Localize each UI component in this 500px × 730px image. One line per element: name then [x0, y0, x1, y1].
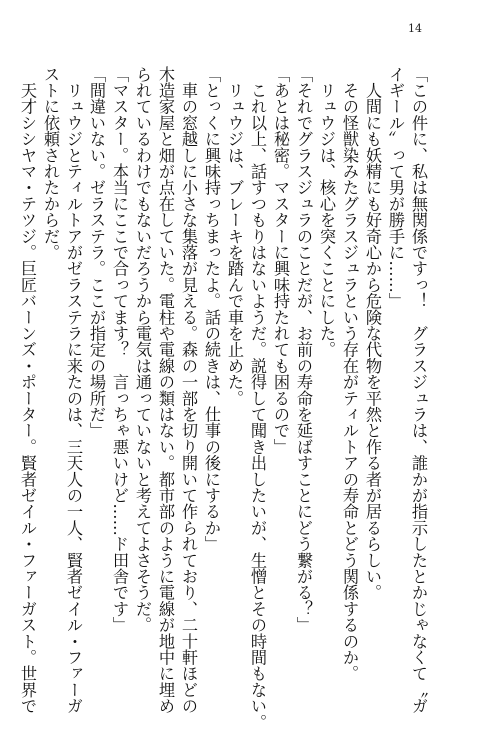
text-line: その怪獣染みたグラスジュラという存在がティルトアの寿命とどう関係するのか。: [340, 66, 359, 682]
vertical-text-body: [16, 66, 430, 730]
text-line: 「とっくに興味持っちまったよ。話の続きは、仕事の後にするか」: [202, 66, 221, 552]
text-line: イギール〟って男が勝手に……」: [386, 66, 405, 309]
text-line: られているわけでもないだろうから電気は通っていないと考えてよさそうだ。: [133, 66, 152, 633]
text-line: リュウジは、ブレーキを踏んで車を止めた。: [225, 66, 244, 407]
text-line: 「それでグラスジュラのことだが、お前の寿命を延ばすことにどう繋がる？」: [294, 66, 313, 633]
text-line: 車の窓越しに小さな集落が見える。森の一部を切り開いて作られており、二十軒ほどの: [179, 66, 198, 714]
text-line: 木造家屋と畑が点在していた。電柱や電線の類はない。都市部のように電線が地中に埋め: [156, 66, 175, 714]
text-line: リュウジは、核心を突くことにした。: [317, 66, 336, 358]
text-line: 「マスター。本当にここで合ってます？ 言っちゃ悪いけど……ド田舎です」: [110, 66, 129, 633]
text-line: 人間にも妖精にも好奇心から危険な代物を平然と作る者が居るらしい。: [363, 66, 382, 601]
text-line: ストに依頼されたからだ。: [41, 66, 60, 261]
text-line: 天才シシヤマ・テツジ。巨匠バーンズ・ポーター。賢者ゼイル・ファーガスト。世界で: [18, 66, 37, 714]
text-line: 「あとは秘密。マスターに興味持たれても困るので」: [271, 66, 290, 455]
text-line: 「この件に、私は無関係ですっ！ グラスジュラは、誰かが指示したとかじゃなくて〝ガ: [409, 66, 428, 714]
text-line: リュウジとティルトアがゼラステラに来たのは、三天人の一人、賢者ゼイル・ファーガ: [64, 66, 83, 714]
text-line: これ以上、話すつもりはないようだ。説得して聞き出したいが、生憎とその時間もない。: [248, 66, 267, 730]
text-line: 「間違いない。ゼラステラ。ここが指定の場所だ」: [87, 66, 106, 439]
page-number: 14: [408, 22, 422, 35]
